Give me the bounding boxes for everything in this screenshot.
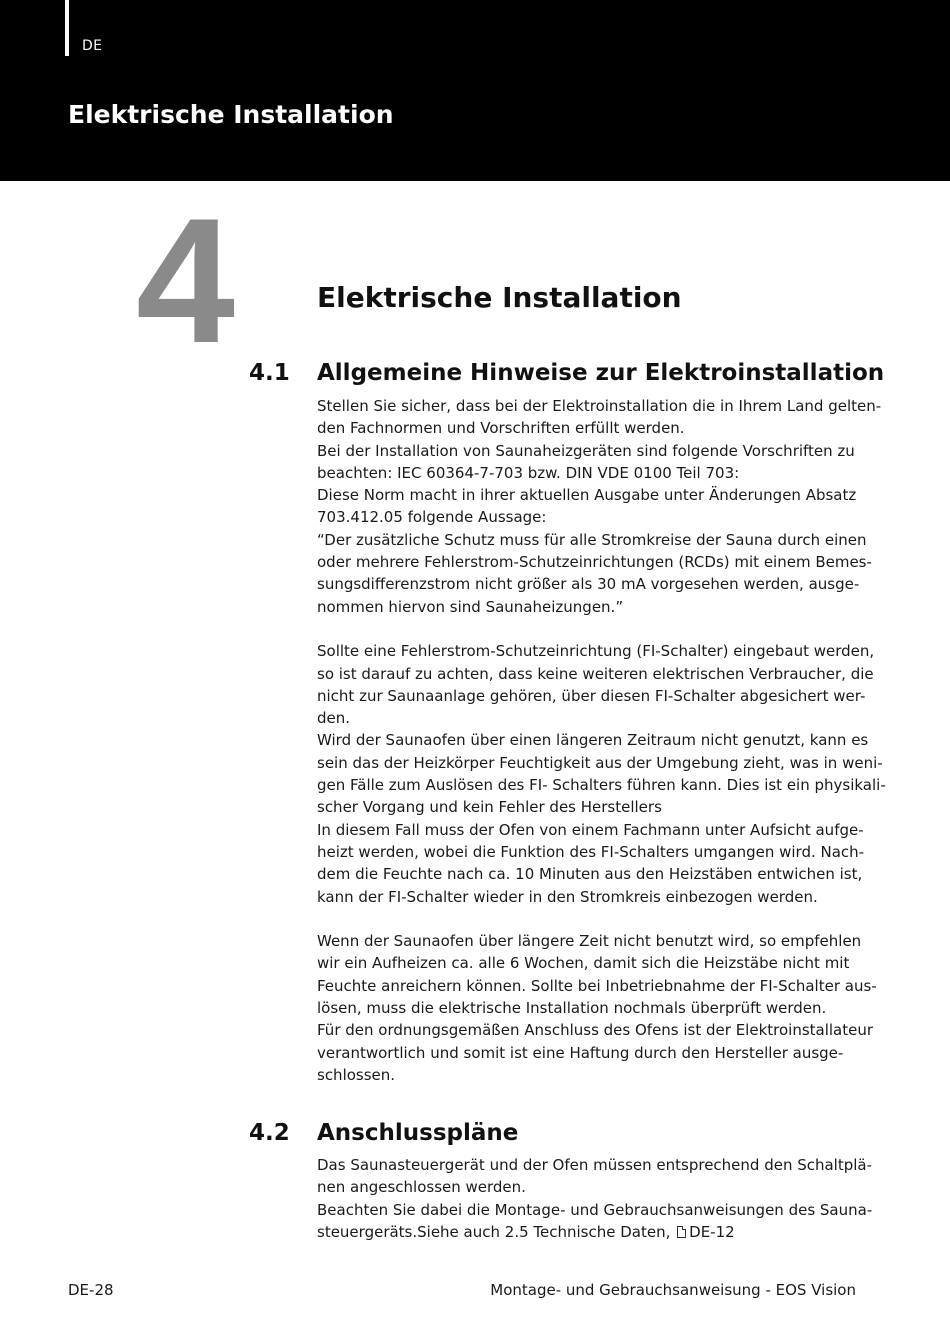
body-line: Sollte eine Fehlerstrom-Schutzeinrichtung (FI-Schalter) eingebaut werden,	[317, 642, 875, 661]
body-line: nicht zur Saunaanlage gehören, über diesen FI-Schalter abgesichert wer-	[317, 686, 866, 705]
section-body-4-2	[317, 1154, 873, 1243]
section-number-4-1: 4.1	[249, 360, 290, 386]
body-line: so ist darauf zu achten, dass keine weiteren elektrischen Verbraucher, die	[317, 664, 874, 683]
body-line: Wird der Saunaofen über einen längeren Zeitraum nicht genutzt, kann es	[317, 731, 869, 750]
body-line: Wenn der Saunaofen über längere Zeit nicht benutzt wird, so empfehlen	[317, 932, 862, 951]
body-line: “Der zusätzliche Schutz muss für alle Stromkreise der Sauna durch einen	[317, 530, 867, 549]
body-line: Diese Norm macht in ihrer aktuellen Ausgabe unter Änderungen Absatz	[317, 486, 857, 505]
chapter-number: 4	[136, 181, 231, 380]
body-line: Feuchte anreichern können. Sollte bei Inbetriebnahme der FI-Schalter aus-	[317, 976, 877, 995]
body-line: gen Fälle zum Auslösen des FI- Schalters führen kann. Dies ist ein physikali-	[317, 776, 886, 795]
body-line: Das Saunasteuergerät und der Ofen müssen entsprechend den Schaltplä-	[317, 1156, 873, 1174]
body-line: nommen hiervon sind Saunaheizungen.”	[317, 597, 624, 616]
body-line: schlossen.	[317, 1065, 396, 1084]
body-line: In diesem Fall muss der Ofen von einem Fachmann unter Aufsicht aufge-	[317, 820, 864, 839]
footer-page-number: DE-28	[68, 1281, 114, 1299]
header-accent-bar	[65, 0, 69, 56]
reference-text: steuergeräts.Siehe auch 2.5 Technische Daten,	[317, 1222, 671, 1241]
body-line: den.	[317, 709, 351, 728]
header-title: Elektrische Installation	[68, 100, 394, 129]
section-title-4-1: Allgemeine Hinweise zur Elektroinstallation	[317, 360, 885, 386]
body-line: dem die Feuchte nach ca. 10 Minuten aus den Heizstäben entwichen ist,	[317, 865, 863, 884]
section-number-4-2: 4.2	[249, 1120, 290, 1146]
document-icon	[677, 1226, 686, 1238]
body-line: sungsdifferenzstrom nicht größer als 30 mA vorgesehen werden, ausge-	[317, 575, 860, 594]
body-line: heizt werden, wobei die Funktion des FI-Schalters umgangen wird. Nach-	[317, 842, 865, 861]
body-line: wir ein Aufheizen ca. alle 6 Wochen, damit sich die Heizstäbe nicht mit	[317, 954, 850, 973]
body-line: kann der FI-Schalter wieder in den Stromkreis einbezogen werden.	[317, 887, 818, 906]
chapter-title: Elektrische Installation	[317, 281, 682, 314]
body-line: beachten: IEC 60364-7-703 bzw. DIN VDE 0100 Teil 703:	[317, 463, 740, 482]
body-line: oder mehrere Fehlerstrom-Schutzeinrichtungen (RCDs) mit einem Bemes-	[317, 553, 872, 572]
body-line: Beachten Sie dabei die Montage- und Gebrauchsanweisungen des Sauna-	[317, 1200, 873, 1219]
footer-document-title: Montage- und Gebrauchsanweisung - EOS Vision	[490, 1281, 856, 1299]
body-line-reference	[317, 1221, 865, 1243]
body-line: Für den ordnungsgemäßen Anschluss des Ofens ist der Elektroinstallateur	[317, 1021, 874, 1040]
reference-page-link[interactable]: DE-12	[689, 1222, 735, 1241]
body-line: scher Vorgang und kein Fehler des Herstellers	[317, 798, 662, 817]
header-band	[0, 0, 950, 181]
paragraph-gap	[317, 908, 865, 930]
body-line: nen angeschlossen werden.	[317, 1178, 526, 1197]
body-line: 703.412.05 folgende Aussage:	[317, 508, 547, 527]
language-code: DE	[82, 38, 103, 54]
section-title-4-2: Anschlusspläne	[317, 1120, 519, 1146]
paragraph-gap	[317, 618, 865, 640]
body-line: Bei der Installation von Saunaheizgeräten sind folgende Vorschriften zu	[317, 441, 855, 460]
body-line: lösen, muss die elektrische Installation nochmals überprüft werden.	[317, 999, 827, 1018]
body-line: sein das der Heizkörper Feuchtigkeit aus der Umgebung zieht, was in weni-	[317, 753, 883, 772]
section-body-4-1	[317, 395, 886, 1086]
body-line: Stellen Sie sicher, dass bei der Elektroinstallation die in Ihrem Land gelten-	[317, 397, 882, 415]
body-line: den Fachnormen und Vorschriften erfüllt werden.	[317, 419, 685, 438]
body-line: verantwortlich und somit ist eine Haftung durch den Hersteller ausge-	[317, 1043, 844, 1062]
